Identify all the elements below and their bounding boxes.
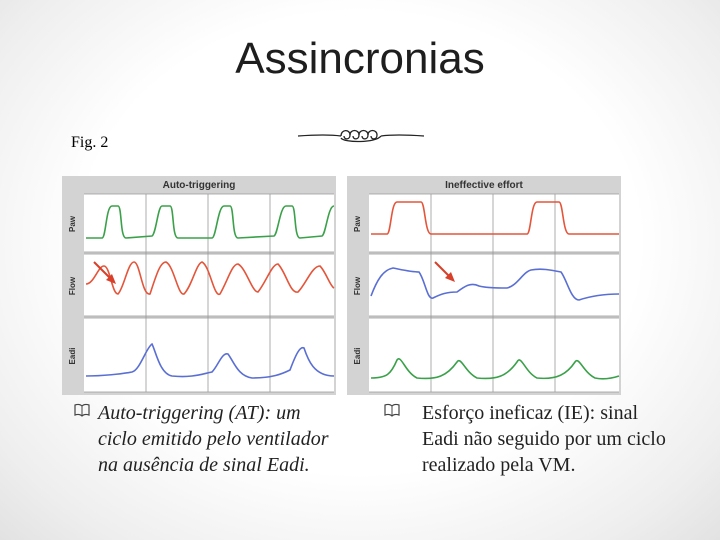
swirl-divider-icon bbox=[296, 125, 426, 147]
book-icon bbox=[74, 403, 90, 417]
figure-panel-ineffective-effort bbox=[347, 176, 621, 395]
bullet-auto-triggering bbox=[74, 400, 344, 478]
figure-label: Fig. 2 bbox=[71, 134, 109, 151]
row-label: Eadi bbox=[68, 347, 77, 365]
book-icon bbox=[384, 403, 400, 417]
bullet-ineffective-effort bbox=[384, 400, 674, 478]
panel-title: Ineffective effort bbox=[445, 180, 523, 191]
figure-panel-auto-triggering bbox=[62, 176, 336, 395]
row-label: Paw bbox=[68, 215, 77, 233]
slide-title: Assincronias bbox=[235, 34, 485, 83]
row-label: Flow bbox=[353, 276, 362, 296]
row-label: Eadi bbox=[353, 347, 362, 365]
bullet-text: Auto-triggering (AT): um ciclo emitido pelo ventilador na ausência de sinal Eadi. bbox=[98, 402, 329, 476]
row-label: Paw bbox=[353, 215, 362, 233]
row-label: Flow bbox=[68, 276, 77, 296]
bullet-text: Esforço ineficaz (IE): sinal Eadi não seguido por um ciclo realizado pela VM. bbox=[422, 402, 666, 476]
panel-title: Auto-triggering bbox=[162, 180, 236, 191]
